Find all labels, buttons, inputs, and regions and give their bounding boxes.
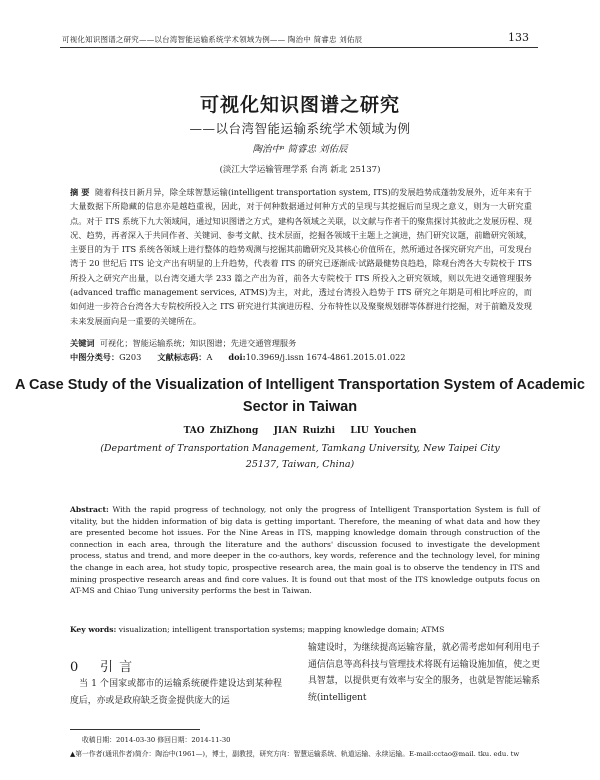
english-author: TAO ZhiZhong bbox=[183, 426, 259, 436]
footnote-dates: 收稿日期：2014-03-30 修回日期：2014-11-30 bbox=[82, 736, 231, 744]
chinese-subtitle: ——以台湾智能运输系统学术领域为例 bbox=[189, 121, 411, 136]
header-rule bbox=[60, 47, 538, 48]
body-right-column: 输建设时，为继续提高运输容量，就必需考虑如何利用电子通信信息等高科技与管理技术将既有运输设施加值，使之更具智慧，以提供更有效率与安全的服务，也就是智能运输系统(intelligent bbox=[308, 643, 540, 703]
english-author: LIU Youchen bbox=[350, 426, 417, 436]
footnote-rule bbox=[70, 729, 200, 730]
doc-code-value: A bbox=[206, 352, 213, 362]
section-number: 0 bbox=[70, 660, 80, 675]
chinese-keywords-label: 关键词 bbox=[70, 338, 95, 348]
section-heading bbox=[70, 656, 133, 675]
clc-label: 中图分类号： bbox=[70, 352, 120, 362]
body-left-column bbox=[70, 676, 282, 709]
english-keywords-label: Key words: bbox=[70, 625, 117, 634]
chinese-keywords bbox=[70, 336, 540, 350]
english-affiliation: (Department of Transportation Management, Tamkang University, New Taipei City 25137, Taiwan, China) bbox=[100, 443, 500, 470]
english-abstract-label: Abstract: bbox=[70, 505, 109, 514]
section-title: 引 言 bbox=[100, 660, 134, 675]
english-abstract bbox=[70, 504, 540, 597]
english-keywords-text: visualization; intelligent transportation systems; mapping knowledge domain; ATMS bbox=[118, 625, 445, 634]
chinese-abstract bbox=[70, 185, 532, 328]
doi-value: 10.3969/j.issn 1674-4861.2015.01.022 bbox=[245, 352, 406, 362]
chinese-title: 可视化知识图谱之研究 bbox=[199, 94, 400, 116]
english-abstract-text: With the rapid progress of technology, not only the progress of Intelligent Transportation System is full of vitality, but the hidden information of big data is getting important. Therefore, the meaning of what data and how they are presented become hot issues. For the Nine Areas in ITS, mapping knowledge domain through construction of the connection in each area, through the literature and the authors' discussion focused to investigate the development process, status and trend, and more deeper in the co-authors, key words, reference and the technology level, for mining the change in each area, hot study topic, prospective research area, the main goal is to observe the tendency in ITS and mining prospective research areas and find core values. It is found out that most of the ITS knowledge outputs focus on AT-MS and Chiao Tung university performs the best in Taiwan. bbox=[70, 505, 540, 596]
english-author: JIAN Ruizhi bbox=[273, 426, 335, 436]
running-head: 可视化知识图谱之研究——以台湾智能运输系统学术领域为例—— 陶治中 简睿忠 刘佑辰 bbox=[62, 35, 363, 44]
english-authors bbox=[0, 426, 600, 436]
body-left-text: 当 1 个国家或都市的运输系统硬件建设达到某种程度后，亦或是政府缺乏资金提供庞大的运 bbox=[70, 679, 282, 706]
clc-value: G203 bbox=[119, 352, 142, 362]
chinese-affiliation: (淡江大学运输管理学系 台湾 新北 25137) bbox=[219, 165, 381, 175]
chinese-abstract-label: 摘 要 bbox=[70, 187, 90, 197]
footnote-author-bio: ▲第一作者(通讯作者)简介：陶治中(1961—)，博士，副教授，研究方向：智慧运输系统、轨道运输、永续运输。E-mail:cctao@mail. tku. edu. tw bbox=[70, 750, 520, 758]
chinese-keywords-text: 可视化；智能运输系统；知识图谱；先进交通管理服务 bbox=[99, 338, 297, 348]
doc-code-label: 文献标志码： bbox=[157, 352, 207, 362]
chinese-abstract-text: 随着科技日新月异，除全球智慧运输(intelligent transportation system, ITS)的发展趋势成蓬勃发展外，近年来有于大量数据下所隐藏的信息亦是越趋重视，因此，对于何种数据通过何种方式的呈现与其挖掘后而呈现之意义，则为一大研究重点。对于 ITS 系统下九大领域间，通过知识图谱之方式，建构各领域之关联，以文献与作者干的聚焦探讨其彼此之发展历程、现况、趋势，再者深入于共同作者、关键词、参考文献、技术层面，挖掘各领域干主题上之演进，热门研究议题，前瞻研究领域，主要目的为于 ITS 系统各领域上进行整体的趋势观测与挖掘其前瞻研究及其核心价值所在，然所通过各探究研究产出，可发现台湾于 20 世纪后 ITS 论文产出有明显的上升趋势，代表着 ITS 的研究已逐渐成·试路最健势良趋趋，除观台湾各大专院校于 ITS 所投入之研究产出量，以台湾交通大学 233 篇之产出为首，前各大专院校于 ITS 所投入之研究领域，则以先进交通管理服务(advanced traffic management services, ATMS)为主，对此，透过台湾投入趋势于 ITS 研究之年期是可相比呼应的，而如何进一步符合台湾各大专院校所投入之 ITS 研究进行其演进历程、分布特性以及聚聚规划群等体群进行挖掘，对于前瞻及发现未来发展面向是一重要的关键所在。 bbox=[70, 187, 532, 326]
doi-label: doi: bbox=[228, 352, 246, 362]
classification-line bbox=[70, 350, 540, 364]
chinese-authors: 陶治中ᵃ 简睿忠 刘佑辰 bbox=[252, 144, 348, 155]
english-title: A Case Study of the Visualization of Intelligent Transportation System of Academic Sector in Taiwan bbox=[15, 377, 585, 415]
english-keywords bbox=[70, 625, 540, 634]
page-number: 133 bbox=[508, 31, 529, 44]
